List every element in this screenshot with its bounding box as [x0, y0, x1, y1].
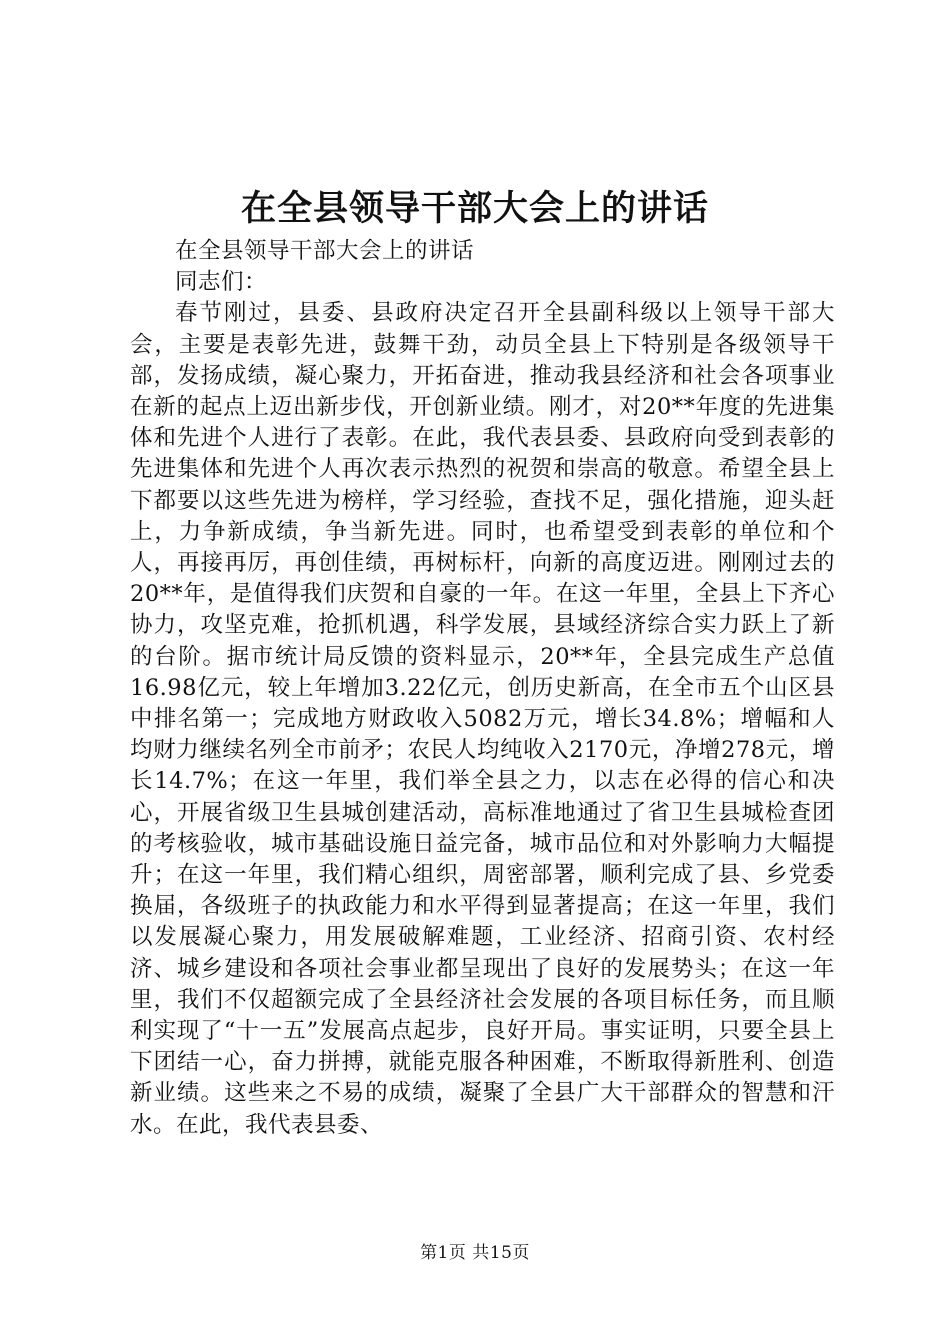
document-title: 在全县领导干部大会上的讲话 [240, 188, 709, 229]
document-subtitle: 在全县领导干部大会上的讲话 [175, 238, 475, 264]
document-body [130, 236, 835, 1141]
salutation: 同志们： [175, 269, 268, 296]
body-paragraph: 春节刚过，县委、县政府决定召开全县副科级以上领导干部大会，主要是表彰先进，鼓舞干劲，动员全县上下特别是各级领导干部，发扬成绩，凝心聚力，开拓奋进，推动我县经济和社会各项事业在新的起点上迈出新步伐，开创新业绩。刚才，对20**年度的先进集体和先进个人进行了表彰。在此，我代表县委、县政府向受到表彰的先进集体和先进个人再次表示热烈的祝贺和崇高的敬意。希望全县上下都要以这些先进为榜样，学习经验，查找不足，强化措施，迎头赶上，力争新成绩，争当新先进。同时，也希望受到表彰的单位和个人，再接再厉，再创佳绩，再树标杆，向新的高度迈进。刚刚过去的20**年，是值得我们庆贺和自豪的一年。在这一年里，全县上下齐心协力，攻坚克难，抢抓机遇，科学发展，县域经济综合实力跃上了新的台阶。据市统计局反馈的资料显示，20**年，全县完成生产总值16.98亿元，较上年增加3.22亿元，创历史新高，在全市五个山区县中排名第一；完成地方财政收入5082万元，增长34.8%；增幅和人均财力继续名列全市前矛；农民人均纯收入2170元，净增278元，增长14.7%；在这一年里，我们举全县之力，以志在必得的信心和决心，开展省级卫生县城创建活动，高标准地通过了省卫生县城检查团的考核验收，城市基础设施日益完备，城市品位和对外影响力大幅提升；在这一年里，我们精心组织，周密部署，顺利完成了县、乡党委换届，各级班子的执政能力和水平得到显著提高；在这一年里，我们以发展凝心聚力，用发展破解难题，工业经济、招商引资、农村经济、城乡建设和各项社会事业都呈现出了良好的发展势头；在这一年里，我们不仅超额完成了全县经济社会发展的各项目标任务，而且顺利实现了“十一五”发展高点起步，良好开局。事实证明，只要全县上下团结一心，奋力拼搏，就能克服各种困难，不断取得新胜利、创造新业绩。这些来之不易的成绩，凝聚了全县广大干部群众的智慧和汗水。在此，我代表县委、 [130, 300, 835, 1138]
page-number-footer: 第1页 共15页 [420, 1243, 530, 1263]
